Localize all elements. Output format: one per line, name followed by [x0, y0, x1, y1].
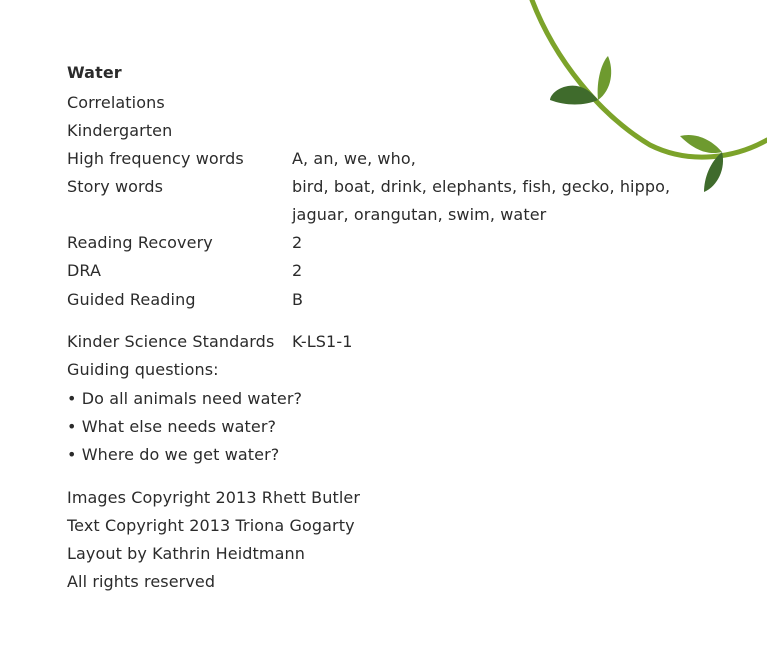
credit-line: All rights reserved	[67, 572, 216, 591]
row-value: 2	[292, 233, 303, 252]
vine-stem	[532, 0, 767, 157]
leaf	[598, 56, 612, 100]
row-value: A, an, we, who,	[292, 149, 416, 168]
page-title: Water	[67, 63, 122, 82]
row-value: B	[292, 290, 304, 309]
row-value: 2	[292, 261, 303, 280]
leaf	[550, 86, 598, 105]
credit-line: Layout by Kathrin Heidtmann	[67, 544, 305, 563]
question-item: • Do all animals need water?	[67, 389, 303, 408]
leaf	[704, 152, 723, 192]
row-value: K-LS1-1	[292, 332, 353, 351]
question-item: • Where do we get water?	[67, 445, 280, 464]
row-value-continued: jaguar, orangutan, swim, water	[292, 205, 547, 224]
correlations-heading: Correlations	[67, 93, 165, 112]
guiding-questions-heading: Guiding questions:	[67, 360, 219, 379]
grade-level: Kindergarten	[67, 121, 173, 140]
credit-line: Images Copyright 2013 Rhett Butler	[67, 488, 360, 507]
row-label: Guided Reading	[67, 290, 196, 309]
row-label: Reading Recovery	[67, 233, 213, 252]
row-label: Story words	[67, 177, 164, 196]
credit-line: Text Copyright 2013 Triona Gogarty	[67, 516, 355, 535]
row-label: High frequency words	[67, 149, 244, 168]
row-value: bird, boat, drink, elephants, fish, gecko, hippo,	[292, 177, 671, 196]
row-label: Kinder Science Standards	[67, 332, 275, 351]
row-label: DRA	[67, 261, 102, 280]
leaf	[680, 135, 722, 153]
question-item: • What else needs water?	[67, 417, 277, 436]
